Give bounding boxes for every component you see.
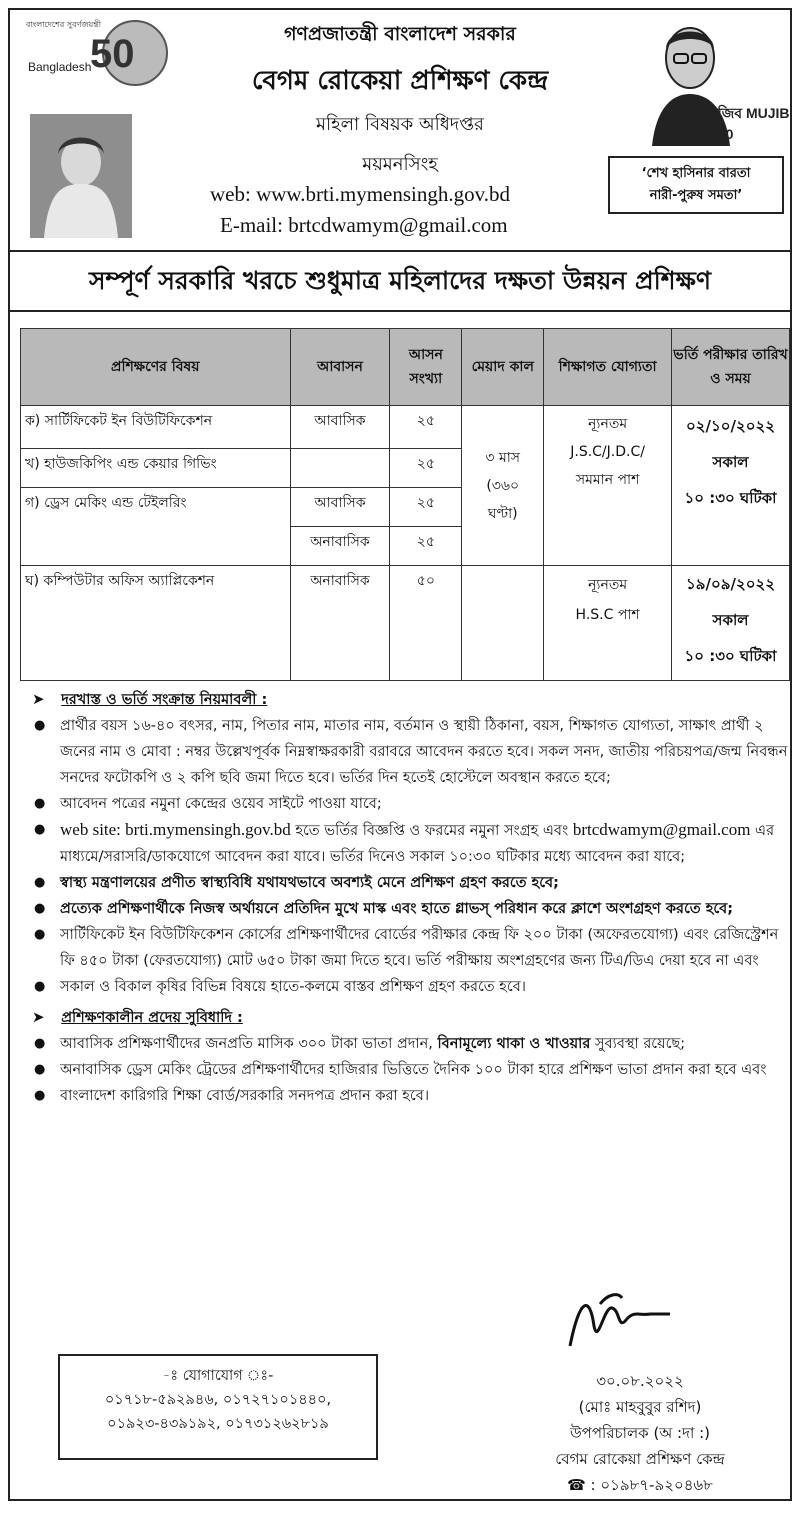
- duration-cell: [462, 406, 544, 566]
- arrow-right-icon: ➤: [32, 1008, 45, 1026]
- qualification-cell-2: [544, 566, 672, 681]
- signature-block: [490, 1280, 790, 1500]
- benefits-heading: [32, 1004, 792, 1031]
- benefits-title: প্রশিক্ষণকালীন প্রদেয় সুবিধাদি :: [61, 1010, 243, 1026]
- course-seats: ২৫: [390, 488, 462, 527]
- government-title: গণপ্রজাতন্ত্রী বাংলাদেশ সরকার: [284, 23, 516, 45]
- exam-cell-1: [672, 406, 790, 566]
- table-row: [21, 406, 790, 449]
- list-item: ● সার্টিফিকেট ইন বিউটিফিকেশন কোর্সের প্রশিক্ষণার্থীদের বোর্ডের পরীক্ষার কেন্দ্র ফি ২০০ টাকা (অফেরতযোগ্য) এবং রেজিস্ট্রেশন ফি ৪৫০ টাকা (ফেরতযোগ্য) মোট ৬৫০ টাকা জমা দিতে হবে। ভর্তি পরীক্ষায় অংশগ্রহণের জন্য টিএ/ডিএ দেয়া হবে না এবং: [60, 922, 792, 974]
- table-row: [21, 566, 790, 681]
- mujib-100-logo: মুজিব MUJIB 100: [710, 105, 790, 142]
- duration-cell-empty: [462, 566, 544, 681]
- signatory-office: বেগম রোকেয়া প্রশিক্ষণ কেন্দ্র: [555, 1450, 725, 1468]
- list-item: [60, 1031, 792, 1057]
- signature-scribble: [560, 1286, 680, 1356]
- email-desc: এর মাধ্যমে/সরাসরি/ডাকযোগে আবেদন করা যাবে। ভর্তির দিনেও সকাল ১০:৩০ ঘটিকার মধ্যে আবেদন করা যাবে;: [60, 823, 775, 865]
- table-header-row: [21, 329, 790, 406]
- rules-section: [32, 686, 792, 1109]
- qualification-2-line-2: H.S.C পাশ: [575, 607, 640, 623]
- exam-2-time: ১০ :৩০ ঘটিকা: [684, 647, 777, 665]
- slogan-line-1: ‘শেখ হাসিনার বারতা: [641, 166, 751, 181]
- list-item: ● অনাবাসিক ড্রেস মেকিং ট্রেডের প্রশিক্ষণার্থীদের হাজিরার ভিত্তিতে দৈনিক ১০০ টাকা হারে প্রশিক্ষণ ভাতা প্রদান করা হবে এবং: [60, 1057, 792, 1083]
- signatory-phone: ☎ : ০১৯৮৭-৯২০৪৬৮: [567, 1476, 713, 1494]
- course-subject: ক) সার্টিফিকেট ইন বিউটিফিকেশন: [21, 406, 291, 449]
- list-item: ● আবেদন পত্রের নমুনা কেন্দ্রের ওয়েব সাইটে পাওয়া যাবে;: [60, 791, 792, 817]
- qualification-cell-1: [544, 406, 672, 566]
- rules-title: দরখাস্ত ও ভর্তি সংক্রান্ত নিয়মাবলী :: [61, 692, 268, 708]
- qualification-1-line-3: সমমান পাশ: [575, 472, 640, 488]
- signature-details: [490, 1368, 790, 1498]
- duration-line-2: (৩৬০: [486, 477, 520, 494]
- slogan-box: [608, 156, 784, 214]
- header-residence: আবাসন: [290, 329, 390, 406]
- qualification-1-line-2: J.S.C/J.D.C/: [570, 444, 645, 460]
- exam-2-date: ১৯/০৯/২০২২: [686, 575, 775, 593]
- rules-list: [32, 713, 792, 1000]
- logo-number: 50: [90, 32, 135, 76]
- arrow-right-icon: ➤: [32, 690, 45, 708]
- list-item: ● প্রত্যেক প্রশিক্ষণার্থীকে নিজস্ব অর্থায়নে প্রতিদিন মুখে মাস্ক এবং হাতে গ্লাভস্ পরিধান করে ক্লাশে অংশগ্রহণ করতে হবে;: [60, 896, 792, 922]
- header-duration: মেয়াদ কাল: [462, 329, 544, 406]
- signatory-name: (মোঃ মাহবুবুর রশিদ): [578, 1398, 702, 1416]
- signatory-designation: উপপরিচালক (অ :দা :): [569, 1424, 711, 1442]
- course-seats: ৫০: [390, 566, 462, 681]
- qualification-2-line-1: ন্যূনতম: [588, 577, 628, 593]
- header-subject: প্রশিক্ষণের বিষয়: [21, 329, 291, 406]
- exam-cell-2: [672, 566, 790, 681]
- course-subject: খ) হাউজকিপিং এন্ড কেয়ার গিভিং: [21, 449, 291, 488]
- department-name: মহিলা বিষয়ক অধিদপ্তর: [316, 114, 484, 135]
- website-line: web: www.brti.mymensingh.gov.bd: [210, 182, 510, 206]
- course-subject: ঘ) কম্পিউটার অফিস অ্যাপ্লিকেশন: [21, 566, 291, 681]
- list-item: ● স্বাস্থ্য মন্ত্রণালয়ের প্রণীত স্বাস্থ্যবিধি যথাযথভাবে অবশ্যই মেনে প্রশিক্ষণ গ্রহণ করতে হবে;: [60, 870, 792, 896]
- city-name: ময়মনসিংহ: [362, 154, 438, 175]
- list-item: ● বাংলাদেশ কারিগরি শিক্ষা বোর্ড/সরকারি সনদপত্র প্রদান করা হবে।: [60, 1083, 792, 1109]
- course-subject: গ) ড্রেস মেকিং এন্ড টেইলরিং: [21, 488, 291, 566]
- email-text: brtcdwamym@gmail.com: [572, 820, 751, 839]
- contact-box: [58, 1354, 378, 1460]
- email-line: E-mail: brtcdwamym@gmail.com: [220, 213, 508, 237]
- duration-line-1: ৩ মাস: [485, 449, 521, 466]
- benefit-1-tail: সুব্যবস্থা রয়েছে;: [590, 1036, 686, 1052]
- rules-heading: [32, 686, 792, 713]
- course-seats: ২৫: [390, 406, 462, 449]
- training-banner: সম্পূর্ণ সরকারি খরচে শুধুমাত্র মহিলাদের দক্ষতা উন্নয়ন প্রশিক্ষণ: [10, 250, 790, 312]
- list-item: ● সকাল ও বিকাল কৃষির বিভিন্ন বিষয়ে হাতে-কলমে বাস্তব প্রশিক্ষণ গ্রহণ করতে হবে।: [60, 974, 792, 1000]
- exam-1-date: ০২/১০/২০২২: [686, 417, 775, 435]
- course-residence: আবাসিক: [290, 406, 390, 449]
- header-exam: ভর্তি পরীক্ষার তারিখ ও সময়: [672, 329, 790, 406]
- course-residence: আবাসিক: [290, 488, 390, 527]
- course-seats: ২৫: [390, 527, 462, 566]
- website-text: web site: brti.mymensingh.gov.bd: [60, 820, 291, 839]
- exam-2-period: সকাল: [712, 611, 749, 629]
- website-desc: হতে ভর্তির বিজ্ঞপ্তি ও ফরমের নমুনা সংগ্রহ এবং: [290, 823, 573, 839]
- benefit-1-text: আবাসিক প্রশিক্ষণার্থীদের জনপ্রতি মাসিক ৩০০ টাকা ভাতা প্রদান,: [60, 1036, 438, 1052]
- signature-date: ৩০.০৮.২০২২: [596, 1372, 684, 1390]
- exam-1-period: সকাল: [712, 453, 749, 471]
- course-residence: অনাবাসিক: [290, 527, 390, 566]
- exam-1-time: ১০ :৩০ ঘটিকা: [684, 489, 777, 507]
- qualification-1-line-1: ন্যূনতম: [588, 416, 628, 432]
- centre-name: বেগম রোকেয়া প্রশিক্ষণ কেন্দ্র: [251, 66, 549, 96]
- courses-table: [20, 328, 790, 681]
- list-item: ● প্রার্থীর বয়স ১৬-৪০ বৎসর, নাম, পিতার নাম, মাতার নাম, বর্তমান ও স্থায়ী ঠিকানা, বয়স, শিক্ষাগত যোগ্যতা, সাক্ষাৎ প্রার্থী ২ জনের নাম ও মোবা : নম্বর উল্লেখপূর্বক নিম্নস্বাক্ষরকারী বরাবরে আবেদন করতে হবে। সকল সনদ, জাতীয় পরিচয়পত্র/জন্ম নিবন্ধন সনদের ফটোকপি ও ২ কপি ছবি জমা দিতে হবে। ভর্তির দিন হতেই হোস্টেলে অবস্থান করতে হবে;: [60, 713, 792, 791]
- logo-caption-small: বাংলাদেশের সুবর্ণজয়ন্তী: [26, 20, 102, 29]
- benefit-1-bold: বিনামূল্যে থাকা ও খাওয়ার: [437, 1036, 591, 1052]
- contact-title: -ঃ যোগাযোগ ঃ-: [162, 1368, 274, 1384]
- begum-rokeya-portrait: [30, 114, 132, 238]
- course-residence: অনাবাসিক: [290, 566, 390, 681]
- header-seats: আসন সংখ্যা: [390, 329, 462, 406]
- logo-caption: Bangladesh: [28, 60, 92, 74]
- course-seats: ২৫: [390, 449, 462, 488]
- header: [10, 10, 790, 250]
- duration-line-3: ঘণ্টা): [487, 505, 518, 522]
- header-qualification: শিক্ষাগত যোগ্যতা: [544, 329, 672, 406]
- circular-page: [8, 8, 792, 1501]
- course-residence: [290, 449, 390, 488]
- list-item: [60, 817, 792, 870]
- contact-phones-2: ০১৯২৩-৪৩৯১৯২, ০১৭৩১২৬২৮১৯: [107, 1416, 329, 1432]
- contact-phones-1: ০১৭১৮-৫৯২৯৪৬, ০১৭২৭১০১৪৪০,: [104, 1392, 332, 1408]
- slogan-line-2: নারী-পুরুষ সমতা’: [649, 188, 743, 203]
- benefits-list: [32, 1031, 792, 1109]
